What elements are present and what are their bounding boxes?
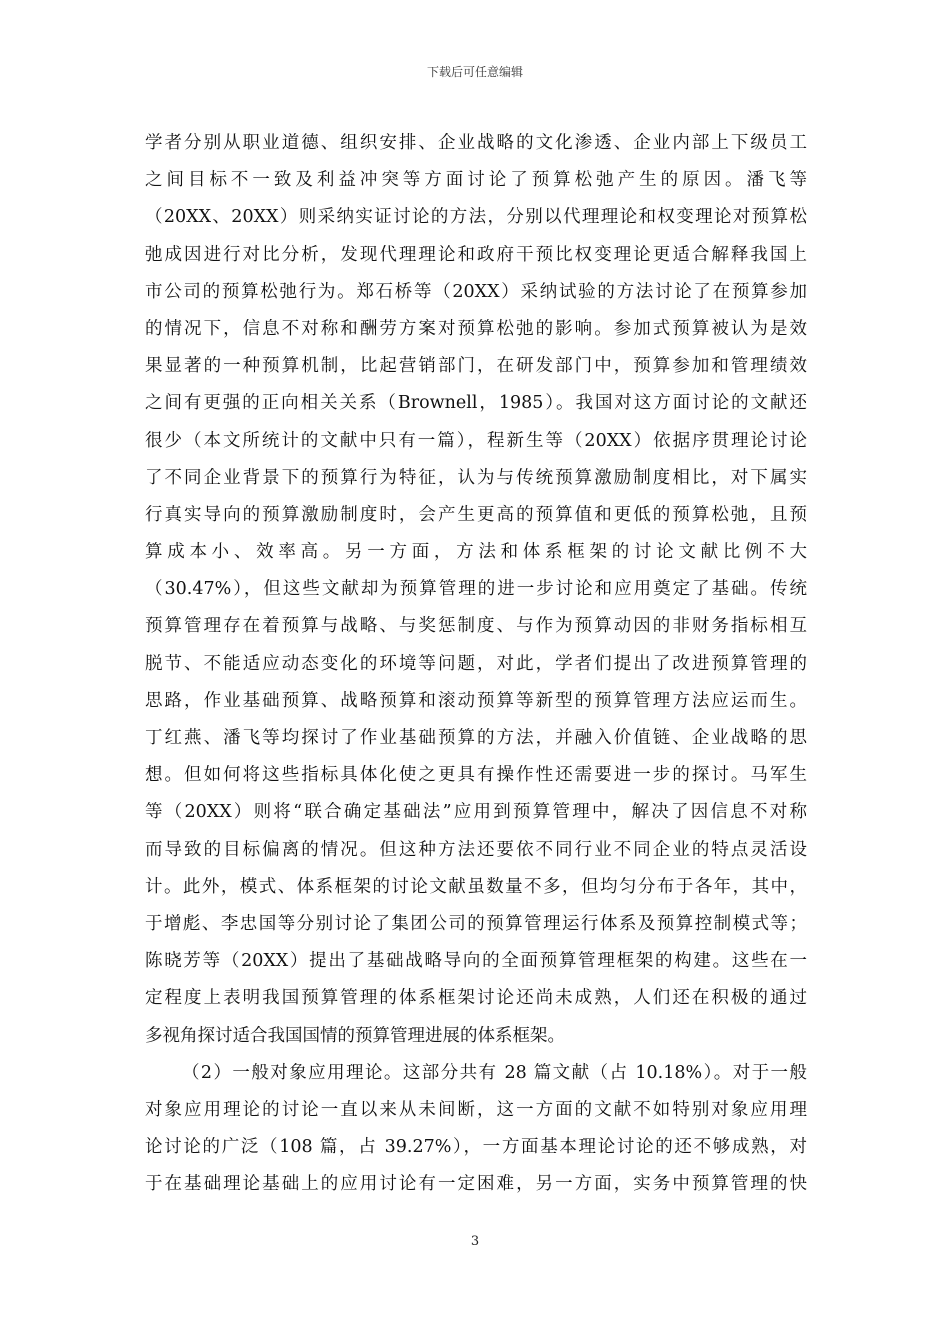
text-line: 定程度上表明我国预算管理的体系框架讨论还尚未成熟，人们还在积极的通过: [145, 988, 807, 1009]
document-body: [145, 125, 807, 1203]
page-number: 3: [470, 1234, 480, 1249]
text-line: （2）一般对象应用理论。这部分共有 28 篇文献（占 10.18%）。对于一般: [182, 1062, 807, 1083]
paragraph-1: [145, 125, 807, 1055]
text-line: 丁红燕、潘飞等均探讨了作业基础预算的方法，并融入价值链、企业战略的思: [145, 728, 807, 748]
text-line: 很少（本文所统计的文献中只有一篇），程新生等（20XX）依据序贯理论讨论: [145, 430, 807, 451]
text-line: 了不同企业背景下的预算行为特征，认为与传统预算激励制度相比，对下属实: [145, 467, 807, 488]
text-line: 论讨论的广泛（108 篇，占 39.27%），一方面基本理论讨论的还不够成熟，对: [145, 1137, 807, 1158]
text-line: 行真实导向的预算激励制度时，会产生更高的预算值和更低的预算松弛，且预: [145, 504, 807, 525]
text-line: 算成本小、效率高。另一方面，方法和体系框架的讨论文献比例不大: [145, 542, 807, 563]
text-line: 等（20XX）则将“联合确定基础法”应用到预算管理中，解决了因信息不对称: [145, 802, 807, 823]
text-line: 计。此外，模式、体系框架的讨论文献虽数量不多，但均匀分布于各年，其中，: [145, 876, 807, 897]
text-line: （30.47%），但这些文献却为预算管理的进一步讨论和应用奠定了基础。传统: [145, 579, 807, 600]
text-line: 弛成因进行对比分析，发现代理理论和政府干预比权变理论更适合解释我国上: [145, 244, 807, 265]
text-line: 之间有更强的正向相关关系（Brownell，1985）。我国对这方面讨论的文献还: [145, 393, 807, 414]
page-header: 下载后可任意编辑: [426, 65, 523, 79]
text-line: 脱节、不能适应动态变化的环境等问题，对此，学者们提出了改进预算管理的: [145, 653, 807, 674]
text-line: 想。但如何将这些指标具体化使之更具有操作性还需要进一步的探讨。马军生: [145, 765, 807, 786]
text-line: 市公司的预算松弛行为。郑石桥等（20XX）采纳试验的方法讨论了在预算参加: [145, 281, 807, 302]
text-line: 陈晓芳等（20XX）提出了基础战略导向的全面预算管理框架的构建。这些在一: [145, 951, 807, 972]
text-line: 学者分别从职业道德、组织安排、企业战略的文化渗透、企业内部上下级员工: [145, 133, 807, 153]
text-line: 于在基础理论基础上的应用讨论有一定困难，另一方面，实务中预算管理的快: [145, 1174, 807, 1195]
text-line: 预算管理存在着预算与战略、与奖惩制度、与作为预算动因的非财务指标相互: [145, 616, 807, 637]
text-line: 于增彪、李忠国等分别讨论了集团公司的预算管理运行体系及预算控制模式等；: [145, 913, 807, 934]
paragraph-2: [145, 1055, 807, 1204]
text-line: 之间目标不一致及利益冲突等方面讨论了预算松弛产生的原因。潘飞等: [145, 170, 807, 191]
text-line: 对象应用理论的讨论一直以来从未间断，这一方面的文献不如特别对象应用理: [145, 1099, 807, 1120]
text-line: 果显著的一种预算机制，比起营销部门，在研发部门中，预算参加和管理绩效: [145, 356, 807, 377]
text-line: 的情况下，信息不对称和酬劳方案对预算松弛的影响。参加式预算被认为是效: [145, 318, 807, 339]
text-line: 思路，作业基础预算、战略预算和滚动预算等新型的预算管理方法应运而生。: [145, 690, 807, 711]
text-line: （20XX、20XX）则采纳实证讨论的方法，分别以代理理论和权变理论对预算松: [145, 207, 807, 228]
text-line: 而导致的目标偏离的情况。但这种方法还要依不同行业不同企业的特点灵活设: [145, 839, 807, 860]
text-line: 多视角探讨适合我国国情的预算管理进展的体系框架。: [145, 1025, 565, 1046]
